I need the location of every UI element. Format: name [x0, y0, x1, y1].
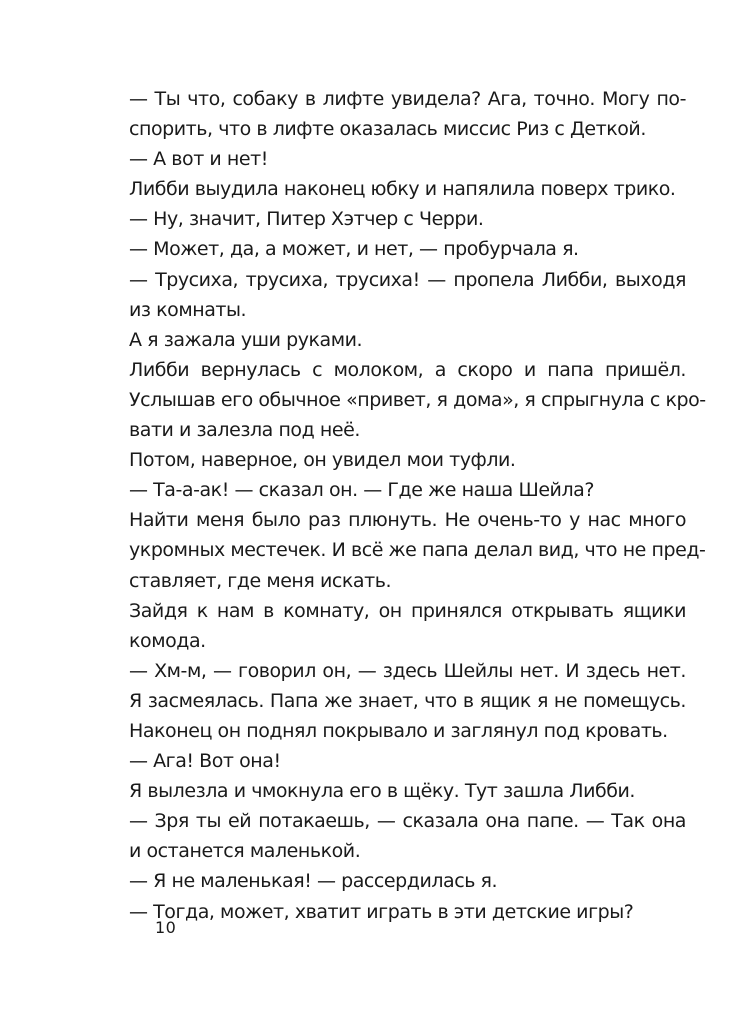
page-number: 10 [155, 918, 177, 937]
text-line: — Может, да, а может, и нет, — пробурчала я. [129, 238, 579, 261]
text-line: Наконец он поднял покрывало и заглянул под кровать. [129, 719, 668, 742]
text-line: — Хм-м, — говорил он, — здесь Шейлы нет. И здесь нет. [129, 659, 686, 682]
text-line: и останется маленькой. [129, 840, 361, 863]
text-line: — А вот и нет! [129, 148, 268, 171]
text-line: — Трусиха, трусиха, трусиха! — пропела Либби, выходя [129, 268, 686, 291]
text-line: Найти меня было раз плюнуть. Не очень-то у нас много [129, 509, 686, 532]
text-line: из комнаты. [129, 298, 247, 321]
text-line: Я вылезла и чмокнула его в щёку. Тут зашла Либби. [129, 780, 636, 803]
page-body [129, 84, 706, 927]
text-line: Либби выудила наконец юбку и напялила поверх трико. [129, 178, 676, 201]
text-line: Либби вернулась с молоком, а скоро и папа пришёл. [129, 358, 686, 381]
text-line: — Зря ты ей потакаешь, — сказала она папе. — Так она [129, 810, 686, 833]
text-line: — Тогда, может, хватит играть в эти детские игры? [129, 900, 634, 923]
text-line: Зайдя к нам в комнату, он принялся открывать ящики [129, 599, 686, 622]
text-line: Потом, наверное, он увидел мои туфли. [129, 449, 516, 472]
text-line: комода. [129, 629, 206, 652]
text-line: — Ага! Вот она! [129, 750, 281, 773]
text-line: — Я не маленькая! — рассердилась я. [129, 870, 498, 893]
text-line: — Ты что, собаку в лифте увидела? Ага, точно. Могу по- [129, 88, 686, 110]
text-line: — Та-а-ак! — сказал он. — Где же наша Шейла? [129, 479, 594, 502]
text-line: ставляет, где меня искать. [129, 569, 392, 592]
text-line: укромных местечек. И всё же папа делал вид, что не пред- [129, 539, 706, 562]
text-line: вати и залезла под неё. [129, 419, 360, 442]
text-line: А я зажала уши руками. [129, 328, 363, 351]
text-line: спорить, что в лифте оказалась миссис Риз с Деткой. [129, 118, 646, 141]
text-line: — Ну, значит, Питер Хэтчер с Черри. [129, 208, 484, 231]
text-line: Услышав его обычное «привет, я дома», я спрыгнула с кро- [129, 388, 706, 411]
text-line: Я засмеялась. Папа же знает, что в ящик я не помещусь. [129, 689, 686, 712]
